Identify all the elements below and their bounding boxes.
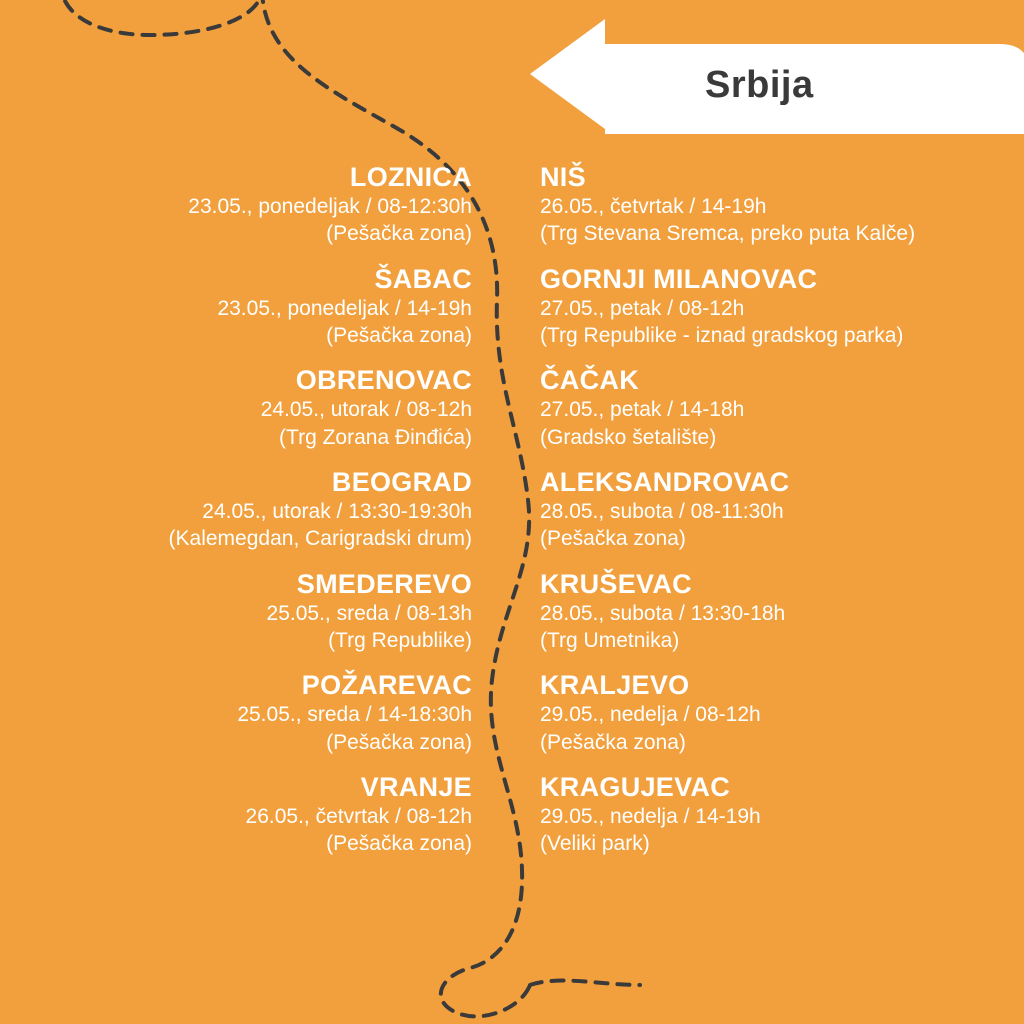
entry-city: BEOGRAD <box>331 466 472 497</box>
schedule-entry <box>540 264 1024 350</box>
entry-place: (Trg Stevana Sremca, preko puta Kalče) <box>540 222 916 246</box>
schedule-entry <box>0 670 472 756</box>
entry-city: GORNJI MILANOVAC <box>540 263 818 294</box>
schedule-entry <box>540 569 1024 655</box>
schedule-entry <box>540 670 1024 756</box>
entry-when: 26.05., četvrtak / 08-12h <box>245 804 472 828</box>
entry-city: ALEKSANDROVAC <box>540 466 790 497</box>
entry-when: 24.05., utorak / 08-12h <box>260 398 472 422</box>
entry-city: KRALJEVO <box>540 670 690 701</box>
entry-city: LOZNICA <box>349 162 472 192</box>
entry-place: (Kalemegdan, Carigradski drum) <box>168 527 472 551</box>
schedule-entry <box>540 467 1024 553</box>
entry-when: 26.05., četvrtak / 14-19h <box>540 195 767 219</box>
entry-when: 27.05., petak / 08-12h <box>540 296 745 320</box>
schedule-columns <box>0 162 1024 873</box>
banner-title: Srbija <box>705 64 814 106</box>
schedule-entry <box>0 467 472 553</box>
entry-city: ČAČAK <box>540 365 639 396</box>
entry-place: (Pešačka zona) <box>326 323 472 347</box>
entry-place: (Gradsko šetalište) <box>540 425 717 449</box>
entry-place: (Pešačka zona) <box>326 222 472 246</box>
entry-place: (Veliki park) <box>540 832 650 856</box>
entry-place: (Pešačka zona) <box>540 527 686 551</box>
entry-when: 24.05., utorak / 13:30-19:30h <box>202 499 472 523</box>
schedule-column-right <box>512 162 1024 873</box>
entry-when: 28.05., subota / 13:30-18h <box>540 601 786 625</box>
entry-place: (Trg Republike - iznad gradskog parka) <box>540 323 904 347</box>
entry-city: KRUŠEVAC <box>540 568 692 599</box>
entry-when: 29.05., nedelja / 14-19h <box>540 804 761 828</box>
schedule-entry <box>0 365 472 451</box>
entry-when: 25.05., sreda / 14-18:30h <box>237 703 472 727</box>
entry-place: (Pešačka zona) <box>326 832 472 856</box>
entry-city: VRANJE <box>360 771 472 802</box>
entry-place: (Trg Umetnika) <box>540 628 680 652</box>
entry-city: SMEDEREVO <box>296 568 472 599</box>
schedule-entry <box>540 365 1024 451</box>
entry-city: ŠABAC <box>374 263 472 294</box>
schedule-entry <box>0 162 472 248</box>
entry-place: (Trg Republike) <box>328 628 472 652</box>
entry-when: 29.05., nedelja / 08-12h <box>540 703 761 727</box>
entry-when: 27.05., petak / 14-18h <box>540 398 745 422</box>
entry-when: 23.05., ponedeljak / 08-12:30h <box>188 195 472 219</box>
entry-city: KRAGUJEVAC <box>540 771 731 802</box>
entry-place: (Trg Zorana Đinđića) <box>279 425 472 449</box>
banner <box>530 14 1024 134</box>
entry-city: POŽAREVAC <box>301 670 472 701</box>
entry-place: (Pešačka zona) <box>326 730 472 754</box>
schedule-column-left <box>0 162 512 873</box>
schedule-entry <box>0 569 472 655</box>
entry-when: 23.05., ponedeljak / 14-19h <box>217 296 472 320</box>
schedule-entry <box>540 772 1024 858</box>
entry-city: NIŠ <box>540 162 586 192</box>
schedule-entry <box>0 264 472 350</box>
entry-city: OBRENOVAC <box>295 365 472 396</box>
entry-when: 25.05., sreda / 08-13h <box>266 601 472 625</box>
entry-place: (Pešačka zona) <box>540 730 686 754</box>
schedule-entry <box>540 162 1024 248</box>
entry-when: 28.05., subota / 08-11:30h <box>540 499 784 523</box>
schedule-entry <box>0 772 472 858</box>
